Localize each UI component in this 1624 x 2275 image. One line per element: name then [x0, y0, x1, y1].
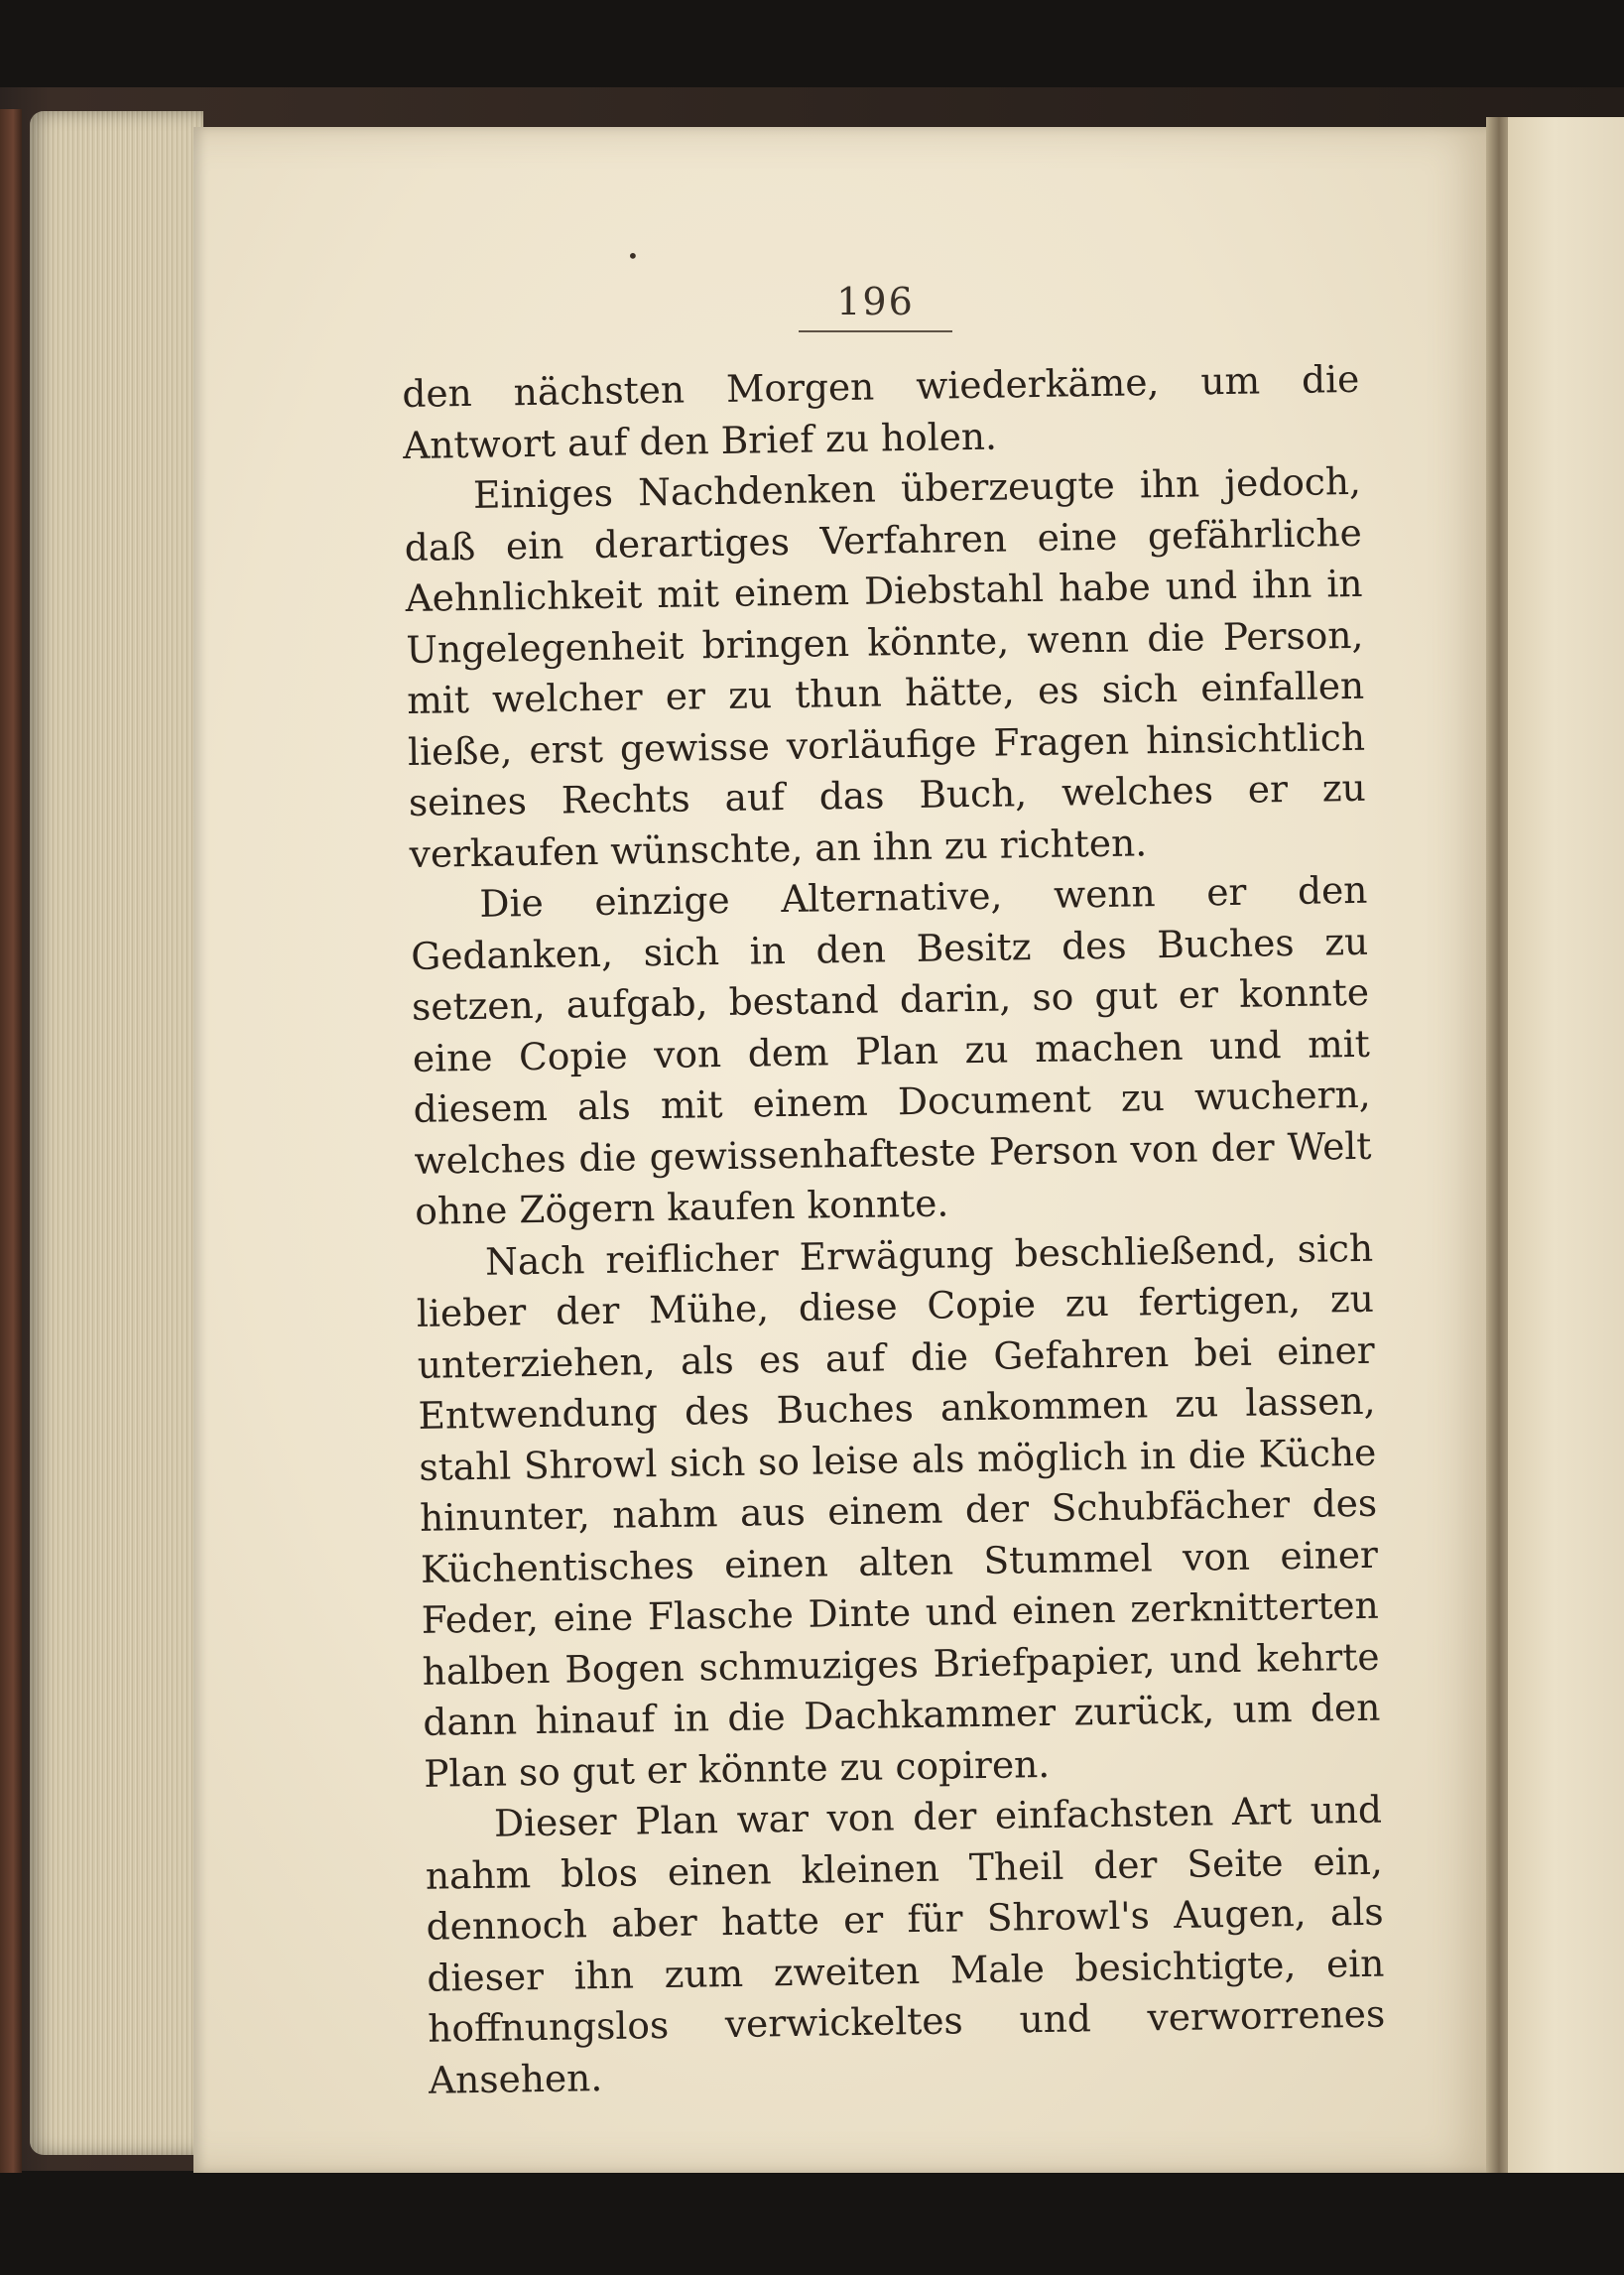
paragraph-5: Dieser Plan war von der einfachsten Art und nahm blos einen kleinen Theil der Seite ein, dennoch aber hatte er für Shrowl's Augen, als dieser ihn zum zweiten Male besichtigte, ein hoffnungslos verwickeltes und verworrenes Ansehen.	[425, 1787, 1386, 2102]
page-text	[402, 354, 1386, 2106]
cover-edge	[0, 109, 22, 2173]
ink-speck: •	[627, 244, 639, 268]
page-number-rule	[799, 330, 952, 332]
paragraph-1: den nächsten Morgen wiederkäme, um die Antwort auf den Brief zu holen.	[402, 356, 1360, 467]
facing-page-edge	[1508, 117, 1624, 2173]
paragraph-4: Nach reiflicher Erwägung beschließend, sich lieber der Mühe, diese Copie zu fertigen, zu unterziehen, als es auf die Gefahren bei einer Entwendung des Buches ankommen zu lassen, stahl Shrowl sich so leise als möglich in die Küche hinunter, nahm aus einem der Schubfächer des Küchentisches einen alten Stummel von einer Feder, eine Flasche Dinte und einen zerknitterten halben Bogen schmuziges Briefpapier, und kehrte dann hinauf in die Dachkammer zurück, um den Plan so gut er könnte zu copiren.	[416, 1225, 1381, 1796]
paragraph-3: Die einzige Alternative, wenn er den Gedanken, sich in den Besitz des Buches zu setzen, aufgab, bestand darin, so gut er konnte eine Copie von dem Plan zu machen und mit diesem als mit einem Document zu wuchern, welches die gewissenhafteste Person von der Welt ohne Zögern kaufen konnte.	[410, 867, 1372, 1233]
paragraph-2: Einiges Nachdenken überzeugte ihn jedoch, daß ein derartiges Verfahren eine gefährliche Aehnlichkeit mit einem Diebstahl habe und ihn in Ungelegenheit bringen könnte, wenn die Person, mit welcher er zu thun hätte, es sich einfallen ließe, erst gewisse vorläufige Fragen hinsichtlich seines Rechts auf das Buch, welches er zu verkaufen wünschte, an ihn zu richten.	[404, 458, 1367, 876]
page-edges	[30, 111, 203, 2155]
page-number: 196	[836, 280, 915, 323]
